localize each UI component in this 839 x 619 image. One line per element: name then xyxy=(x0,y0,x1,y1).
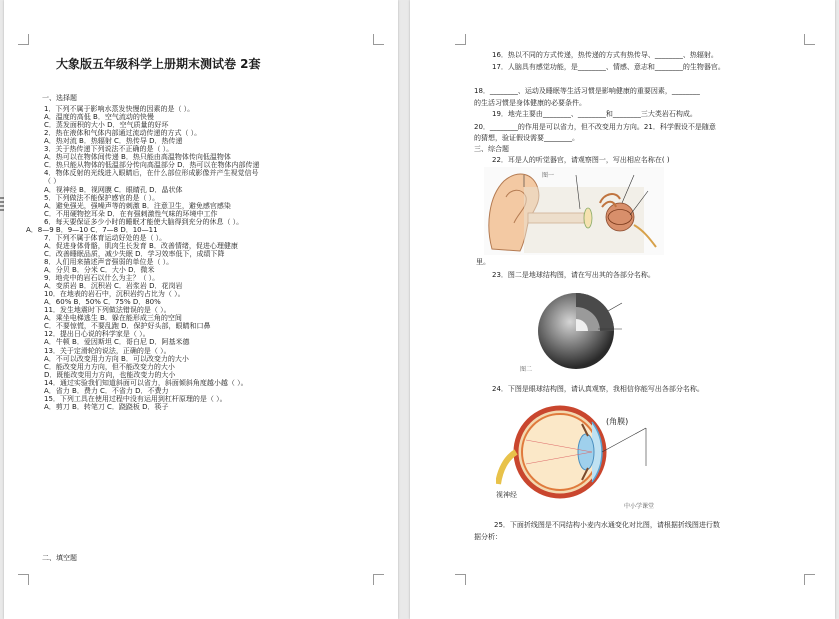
question-line: 22．耳是人的听觉器官，请观察图一，写出相应名称在( ) xyxy=(492,156,670,164)
question-line: A．变质岩 B．沉积岩 C．岩浆岩 D．花岗岩 xyxy=(44,282,183,291)
question-line: 6．每天要保证多少小时的睡眠才能使大脑得到充分的休息（ ）。 xyxy=(44,217,244,226)
question-line: 5．下列做法不能保护感官的是（ ）。 xyxy=(44,193,160,202)
crop-mark xyxy=(373,34,384,45)
question-line: A．60% B．50% C．75% D．80% xyxy=(44,298,161,307)
question-line: 8．人们用来描述声音强弱的单位是（ ）。 xyxy=(44,257,174,266)
question-line: C．能改变用力方向，但不能改变力的大小 xyxy=(44,362,175,371)
question-line: C．不要惊慌，不要乱跑 D．保护好头部，眼睛和口鼻 xyxy=(44,322,211,331)
question-line: （ ） xyxy=(44,177,61,186)
figure-caption: 图二 xyxy=(520,366,533,373)
question-line: 15．下列工具在使用过程中没有运用到杠杆原理的是（ ）。 xyxy=(44,394,227,403)
question-line: C．热只能从物体的低温部分传向高温部分 D．热可以在物体内部传递 xyxy=(44,161,260,170)
question-line: 9．地壳中的岩石以什么为主？（ ）。 xyxy=(44,274,160,283)
document-page-right xyxy=(410,0,835,619)
crop-mark xyxy=(804,34,815,45)
question-line: A．避免强光，强噪声等的刺激 B．注意卫生，避免感官感染 xyxy=(44,201,231,210)
question-line: 13．关于定滑轮的说法，正确的是（ ）。 xyxy=(44,346,171,355)
question-text: 23．图二是地球结构图，请在写出其的各部分名称。 xyxy=(492,271,655,279)
earth-structure-diagram xyxy=(528,289,623,372)
question-line: 17．人脑具有感觉功能，是________、情感、意志和________的生物器官。 xyxy=(492,63,725,71)
document-page-left xyxy=(4,0,398,619)
question-line: 20．________的作用是可以省力，但不改变用力方向。21．科学假设不是随意 xyxy=(474,123,716,131)
question-text: 25．下面折线图是不同结构小麦内水通变化对比图，请根据折线图进行数 xyxy=(494,521,720,529)
question-line: 7．下列不属于体育运动好处的是（ ）。 xyxy=(44,233,167,242)
question-line: 19．地壳主要由________、________和________三大类岩石构成。 xyxy=(492,110,697,118)
crop-mark xyxy=(373,574,384,585)
page-title: 大象版五年级科学上册期末测试卷 2套 xyxy=(56,57,261,71)
question-line: 12．提出日心说的科学家是（ ）。 xyxy=(44,330,150,339)
question-line: A．不可以改变用力方向 B．可以改变力的大小 xyxy=(44,354,189,363)
question-text: 里。 xyxy=(476,258,490,266)
question-line: A．促进身体骨骼，肌肉生长发育 B．改善情绪，促进心理健康 xyxy=(44,241,238,250)
ear-diagram xyxy=(484,167,664,255)
question-line: A．视神经 B．视网膜 C．眼睛孔 D．晶状体 xyxy=(44,185,183,194)
figure-caption: 图一 xyxy=(542,172,555,179)
crop-mark xyxy=(804,574,815,585)
question-line: C．蒸发面积的大小 D．空气质量的好坏 xyxy=(44,121,169,130)
crop-mark xyxy=(18,34,29,45)
question-line: 14．通过实验我们知道斜面可以省力，斜面倾斜角度越小越（ ）。 xyxy=(44,378,248,387)
cornea-label: (角膜) xyxy=(606,417,629,426)
question-text: 据分析： xyxy=(474,533,502,541)
question-line: 18．________、运动及睡眠等生活习惯是影响健康的重要因素，________ xyxy=(474,87,700,95)
question-line: 10．在地表的岩石中，沉积岩约占比为（ ）。 xyxy=(44,290,185,299)
question-line: A．热对流 B．热辐射 C．热传导 D．热传递 xyxy=(44,137,183,146)
section-heading: 二、填空题 xyxy=(42,554,77,562)
question-line: 1．下列不属于影响水蒸发快慢的因素的是（ ）。 xyxy=(44,105,195,113)
question-line: A．热可以在物体间传递 B．热只能由高温物体传向低温物体 xyxy=(44,153,231,162)
question-line: 三、综合题 xyxy=(474,145,509,153)
question-line: A．省力 B．费力 C．不省力 D．不费力 xyxy=(44,386,169,395)
eye-structure-diagram xyxy=(496,400,656,500)
crop-mark xyxy=(455,34,466,45)
question-line: 2．热在液体和气体内部通过流动传递的方式（ ）。 xyxy=(44,129,202,138)
optic-nerve-label: 视神经 xyxy=(496,491,517,499)
question-line: D．既能改变用力方向，也能改变力的大小 xyxy=(44,370,176,379)
question-line: A．分贝 B．分米 C．大小 D．微米 xyxy=(44,266,155,274)
question-line: A．剪刀 B．转笔刀 C．跷跷板 D．筷子 xyxy=(44,402,169,411)
question-line: C．改善睡眠品质，减少失眠 D．学习效率低下，成绩下降 xyxy=(44,249,225,258)
question-line: A．温度的高低 B．空气流动的快慢 xyxy=(44,113,154,122)
crop-mark xyxy=(455,574,466,585)
question-line: A．8—9 B．9—10 C．7—8 D．10—11 xyxy=(26,225,158,234)
question-line: 的生活习惯是身体健康的必要条件。 xyxy=(474,99,586,107)
question-line: A．牛顿 B．爱因斯坦 C．哥白尼 D．阿基米德 xyxy=(44,338,190,347)
crop-mark xyxy=(18,574,29,585)
question-line: 的猜想，验证假设需要________。 xyxy=(474,134,579,142)
question-line: A．乘坐电梯逃生 B．躲在能形成三角的空间 xyxy=(44,314,182,323)
question-line: 4．物体反射的光线进入眼睛后，在什么部位形成影像并产生视觉信号 xyxy=(44,169,259,178)
watermark: 中小学课堂 xyxy=(624,503,655,510)
question-line: 3．关于热传递下列说法不正确的是（ ）。 xyxy=(44,145,174,154)
question-text: 24．下图是眼球结构图，请认真观察，我相信你能写出各部分名称。 xyxy=(492,385,704,393)
question-line: 11．发生地震时下列做法错误的是（ ）。 xyxy=(44,306,171,315)
section-heading: 一、选择题 xyxy=(42,94,77,102)
question-line: C．不用硬物挖耳朵 D．在有强刺激性气味的环境中工作 xyxy=(44,209,218,218)
question-line: 16．热以不同的方式传递，热传递的方式有热传导、________、热辐射。 xyxy=(492,51,718,59)
